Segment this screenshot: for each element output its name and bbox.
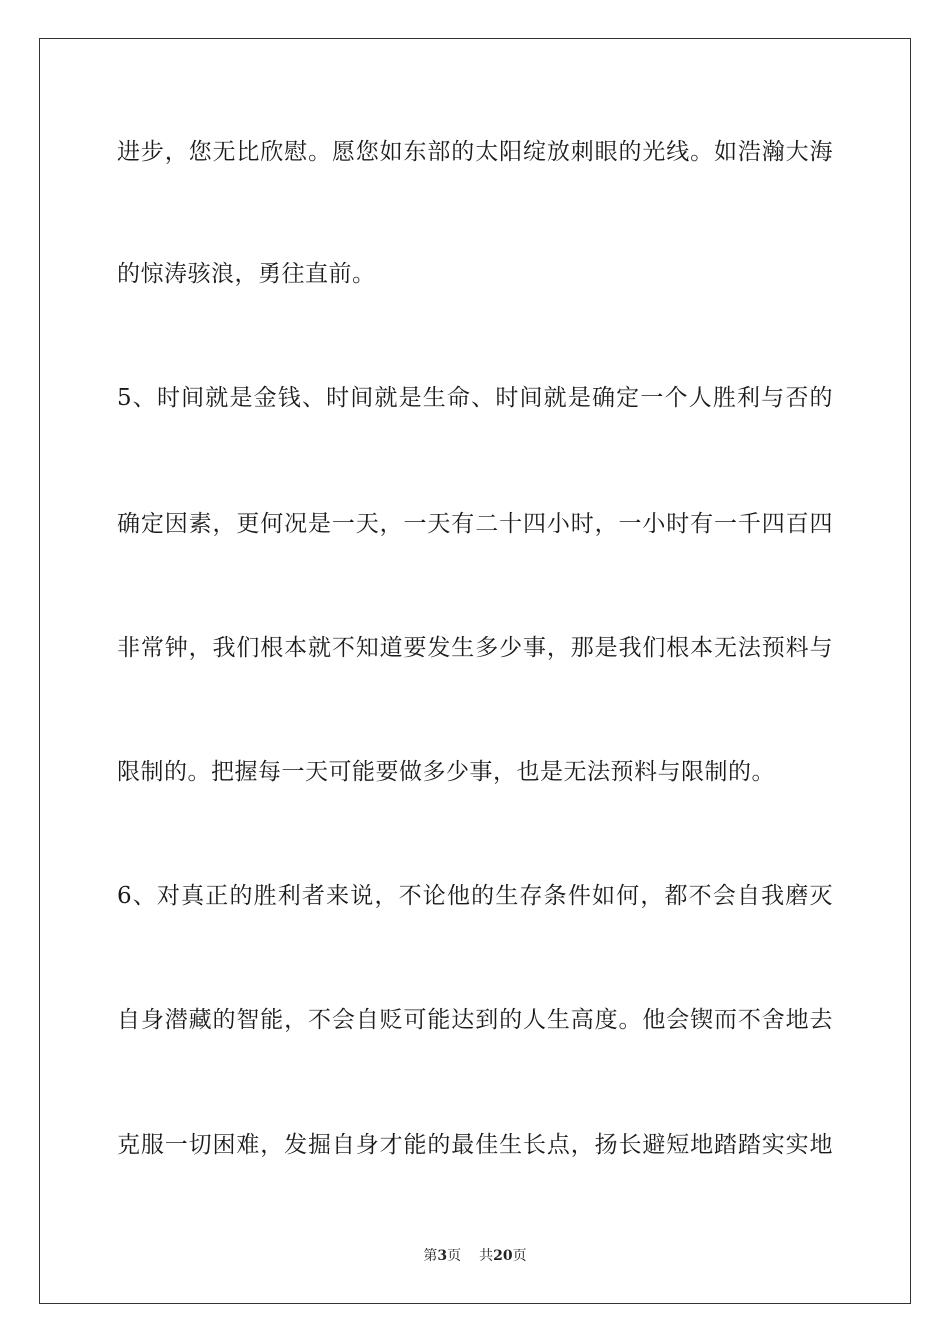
page-border	[39, 38, 911, 1304]
body-text-line: 进步，您无比欣慰。愿您如东部的太阳绽放刺眼的光线。如浩瀚大海	[117, 139, 833, 165]
page-footer	[0, 1246, 950, 1266]
body-text-line: 自身潜藏的智能，不会自贬可能达到的人生高度。他会锲而不舍地去	[117, 1007, 833, 1033]
total-pages-number: 20	[493, 1248, 513, 1264]
total-pages-indicator	[479, 1248, 526, 1264]
page-suffix: 页	[447, 1248, 462, 1264]
page-number: 3	[437, 1248, 448, 1264]
body-text-line: 限制的。把握每一天可能要做多少事，也是无法预料与限制的。	[117, 759, 775, 785]
body-text-line: 非常钟，我们根本就不知道要发生多少事，那是我们根本无法预料与	[117, 635, 833, 661]
page-indicator	[423, 1248, 461, 1264]
body-text-line: 的惊涛骇浪，勇往直前。	[117, 261, 376, 287]
page-prefix: 第	[423, 1248, 438, 1264]
body-text-line: 6、对真正的胜利者来说，不论他的生存条件如何，都不会自我磨灭	[117, 883, 833, 909]
body-text-line: 确定因素，更何况是一天，一天有二十四小时，一小时有一千四百四	[117, 511, 833, 537]
body-text-line: 5、时间就是金钱、时间就是生命、时间就是确定一个人胜利与否的	[117, 385, 833, 411]
total-suffix: 页	[512, 1248, 527, 1264]
body-text-line: 克服一切困难，发掘自身才能的最佳生长点，扬长避短地踏踏实实地	[117, 1132, 833, 1158]
total-prefix: 共	[479, 1248, 494, 1264]
